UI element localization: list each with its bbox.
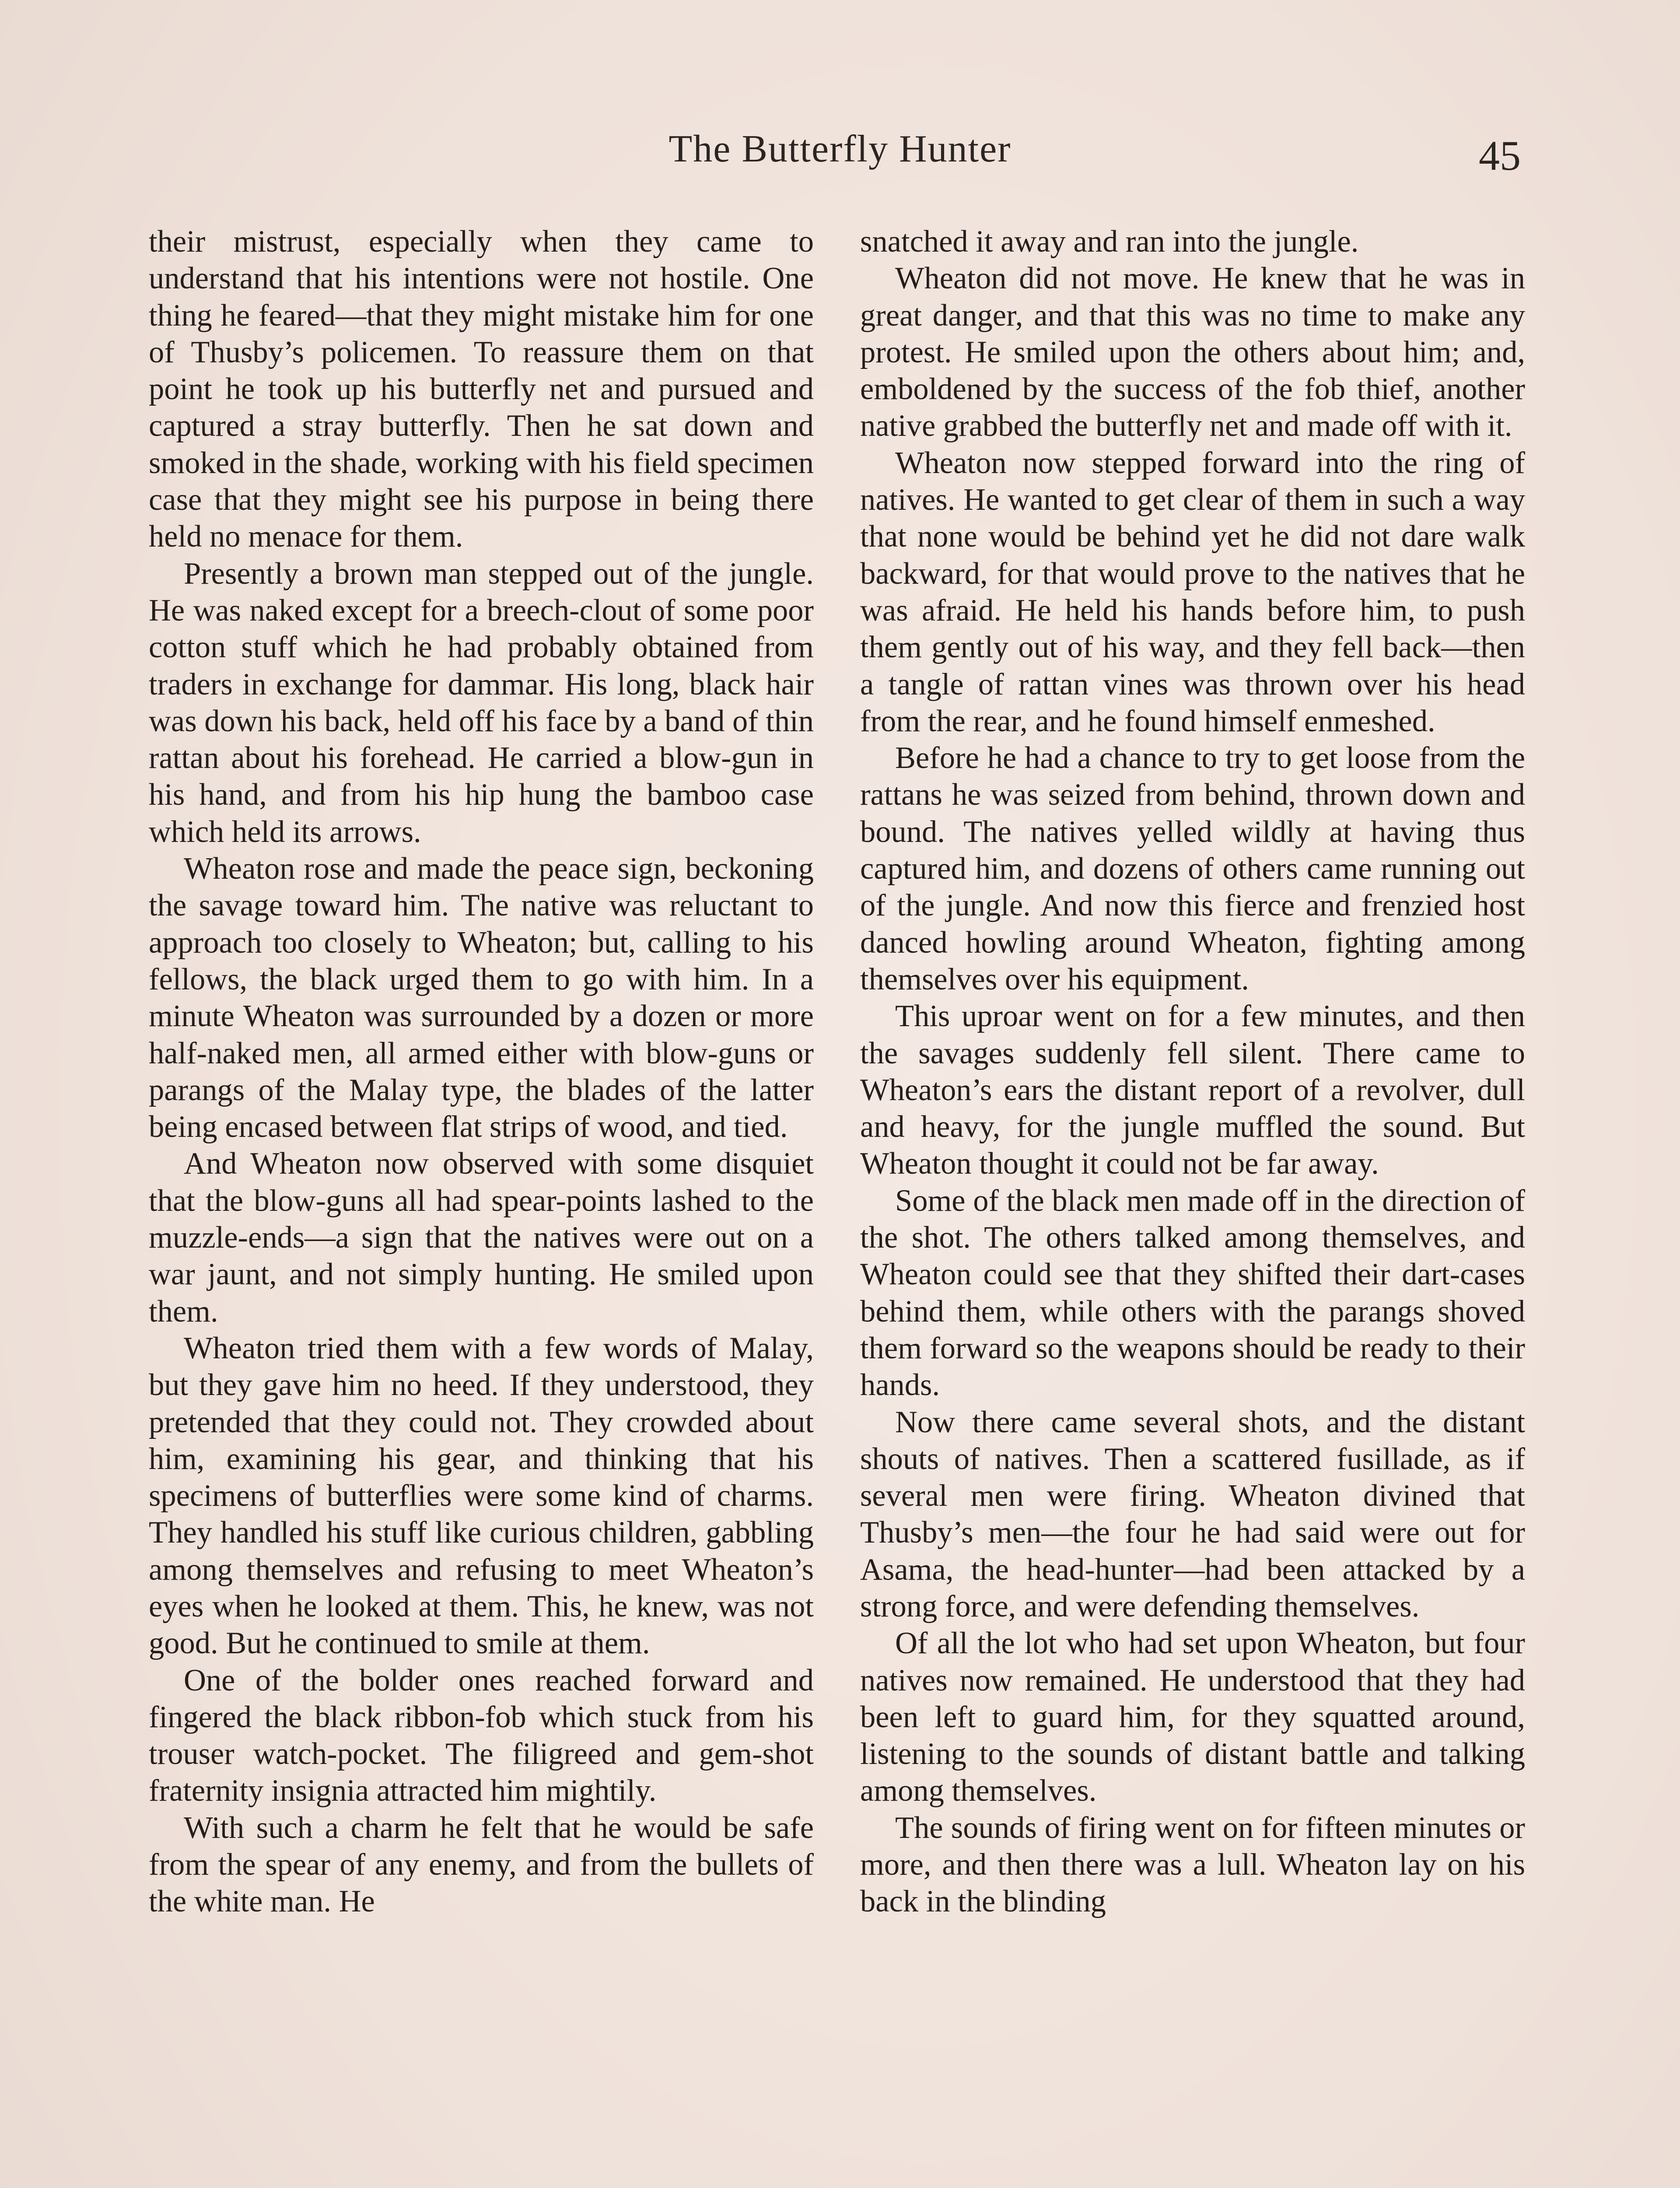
left-column <box>149 223 814 1920</box>
right-column <box>860 223 1525 1920</box>
paragraph: Wheaton did not move. He knew that he was in great danger, and that this was no time to make any protest. He smiled upon the others about him; and, emboldened by the success of the fob thief, another native grabbed the butterfly net and made off with it. <box>860 261 1525 443</box>
paragraph: And Wheaton now observed with some disquiet that the blow-guns all had spear-points lashed to the muzzle-ends—a sign that the natives were out on a war jaunt, and not simply hunting. He smiled upon them. <box>149 1147 814 1329</box>
page-number: 45 <box>1479 132 1521 179</box>
paragraph: Wheaton rose and made the peace sign, beckoning the savage toward him. The native was reluctant to approach too closely to Wheaton; but, calling to his fellows, the black urged them to go with him. In a minute Wheaton was surrounded by a dozen or more half-naked men, all armed either with blow-guns or parangs of the Malay type, the blades of the latter being encased between flat strips of wood, and tied. <box>149 852 814 1144</box>
paragraph: The sounds of firing went on for fifteen minutes or more, and then there was a lull. Wheaton lay on his back in the blinding <box>860 1810 1525 1919</box>
paragraph: Presently a brown man stepped out of the jungle. He was naked except for a breech-clout of some poor cotton stuff which he had probably obtained from traders in exchange for dammar. His long, black hair was down his back, held off his face by a band of thin rattan about his forehead. He carried a blow-gun in his hand, and from his hip hung the bamboo case which held its arrows. <box>149 556 814 849</box>
paragraph: Wheaton tried them with a few words of Malay, but they gave him no heed. If they understood, they pretended that they could not. They crowded about him, examining his gear, and thinking that his specimens of butterflies were some kind of charms. They handled his stuff like curious children, gabbling among themselves and refusing to meet Wheaton’s eyes when he looked at them. This, he knew, was not good. But he continued to smile at them. <box>149 1331 814 1661</box>
paragraph: Before he had a chance to try to get loose from the rattans he was seized from behind, thrown down and bound. The natives yelled wildly at having thus captured him, and dozens of others came running out of the jungle. And now this fierce and frenzied host danced howling around Wheaton, fighting among themselves over his equipment. <box>860 741 1525 996</box>
paragraph: Now there came several shots, and the distant shouts of natives. Then a scattered fusillade, as if several men were firing. Wheaton divined that Thusby’s men—the four he had said were out for Asama, the head-hunter—had been attacked by a strong force, and were defending themselves. <box>860 1405 1525 1623</box>
paragraph: Some of the black men made off in the direction of the shot. The others talked among themselves, and Wheaton could see that they shifted their dart-cases behind them, while others with the parangs shoved them forward so the weapons should be ready to their hands. <box>860 1183 1525 1403</box>
running-title: The Butterfly Hunter <box>668 128 1012 170</box>
paragraph: Of all the lot who had set upon Wheaton, but four natives now remained. He understood that they had been left to guard him, for they squatted around, listening to the sounds of distant battle and talking among themselves. <box>860 1626 1525 1808</box>
paragraph: This uproar went on for a few minutes, and then the savages suddenly fell silent. There came to Wheaton’s ears the distant report of a revolver, dull and heavy, for the jungle muffled the sound. But Wheaton thought it could not be far away. <box>860 999 1525 1181</box>
paragraph: With such a charm he felt that he would be safe from the spear of any enemy, and from the bullets of the white man. He <box>149 1810 814 1919</box>
paragraph: their mistrust, especially when they came to understand that his intentions were not hostile. One thing he feared—that they might mistake him for one of Thusby’s policemen. To reassure them on that point he took up his butterfly net and pursued and captured a stray butterfly. Then he sat down and smoked in the shade, working with his field specimen case that they might see his purpose in being there held no menace for them. <box>149 224 814 554</box>
paragraph: Wheaton now stepped forward into the ring of natives. He wanted to get clear of them in such a way that none would be behind yet he did not dare walk backward, for that would prove to the natives that he was afraid. He held his hands before him, to push them gently out of his way, and they fell back—then a tangle of rattan vines was thrown over his head from the rear, and he found himself enmeshed. <box>860 445 1525 738</box>
paragraph: snatched it away and ran into the jungle. <box>860 224 1359 259</box>
paragraph: One of the bolder ones reached forward and fingered the black ribbon-fob which stuck from his trouser watch-pocket. The filigreed and gem-shot fraternity insignia attracted him mightily. <box>149 1663 814 1808</box>
